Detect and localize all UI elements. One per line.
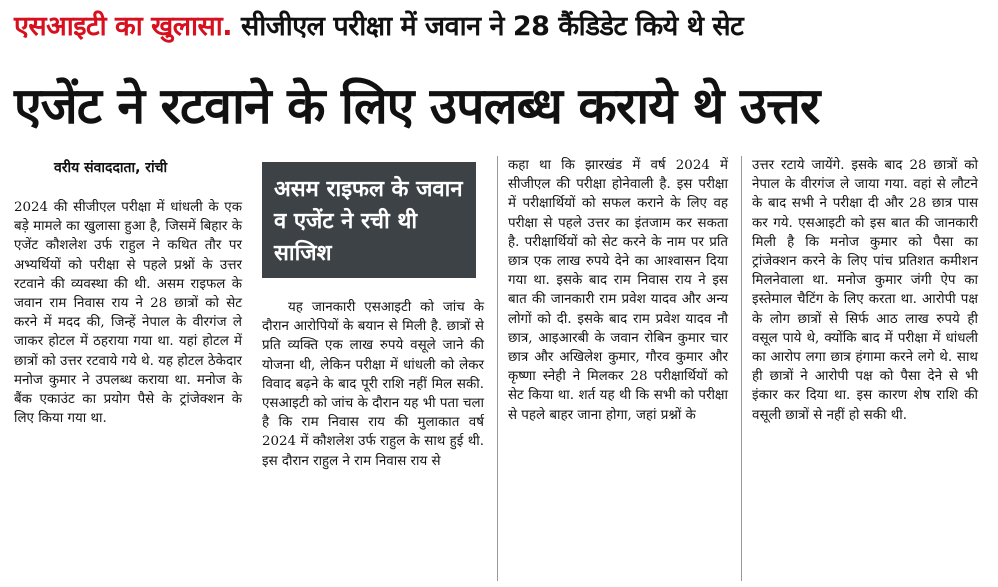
byline: वरीय संवाददाता, रांची xyxy=(54,160,168,176)
article-column-1: 2024 की सीजीएल परीक्षा में धांधली के एक बड़े मामले का खुलासा हुआ है, जिसमें बिहार के एजेंट कौशलेश उर्फ राहुल ने कथित तौर पर अभ्यर्थियों को परीक्षा से पहले प्रश्नों के उत्तर रटवाने की व्यवस्था की थी. असम राइफल के जवान राम निवास राय ने 28 छात्रों को सेट करने में मदद की, जिन्हें नेपाल के वीरगंज ले जाकर होटल में ठहराया गया था. यहां होटल में छात्रों को उत्तर रटवाये गये थे. यह होटल ठेकेदार मनोज कुमार ने उपलब्ध कराया था. मनोज के बैंक एकाउंट का प्रयोग पैसे के ट्रांजेक्शन के लिए किया गया था. xyxy=(14,200,243,427)
column-divider xyxy=(741,156,742,581)
kicker xyxy=(14,6,743,43)
kicker-separator: . xyxy=(222,11,233,42)
kicker-highlight: एसआइटी का खुलासा xyxy=(14,11,223,42)
callout-box: असम राइफल के जवान व एजेंट ने रची थी साजिश xyxy=(262,162,476,278)
article-column-2: यह जानकारी एसआइटी को जांच के दौरान आरोपियों के बयान से मिली है. छात्रों से प्रति व्यक्ति एक लाख रुपये वसूले जाने की योजना थी, लेकिन परीक्षा में धांधली को लेकर विवाद बढ़ने के बाद पूरी राशि नहीं मिल सकी. एसआइटी को जांच के दौरान यह भी पता चला है कि राम निवास राय की मुलाकात वर्ष 2024 में कौशलेश उर्फ राहुल के साथ हुई थी. इस दौरान राहुल ने राम निवास राय से xyxy=(262,300,484,469)
headline: एजेंट ने रटवाने के लिए उपलब्ध कराये थे उत्तर xyxy=(14,77,820,135)
column-divider xyxy=(497,156,498,581)
article-column-4: उत्तर रटाये जायेंगे. इसके बाद 28 छात्रों को नेपाल के वीरगंज ले जाया गया. वहां से लौटने के बाद सभी ने परीक्षा दी और 28 छात्र पास कर गये. एसआइटी को इस बात की जानकारी मिली है कि मनोज कुमार को पैसा का ट्रांजेक्शन करने के लिए पांच प्रतिशत कमीशन मिलनेवाला था. मनोज कुमार जंगी ऐप का इस्तेमाल चैटिंग के लिए करता था. आरोपी पक्ष के लोग छात्रों से सिर्फ आठ लाख रुपये ही वसूल पाये थे, क्योंकि बाद में परीक्षा में धांधली का आरोप लगा छात्र हंगामा करने लगे थे. साथ ही छात्रों ने आरोपी पक्ष को पैसा देने से भी इंकार कर दिया था. इस कारण शेष राशि की वसूली छात्रों से नहीं हो सकी थी. xyxy=(752,158,978,423)
kicker-text: सीजीएल परीक्षा में जवान ने 28 कैंडिडेट किये थे सेट xyxy=(240,11,744,42)
article-column-3: कहा था कि झारखंड में वर्ष 2024 में सीजीएल की परीक्षा होनेवाली है. इस परीक्षा में परीक्षार्थियों को सफल कराने के लिए वह परीक्षा से पहले उत्तर का इंतजाम कर सकता है. परीक्षार्थियों को सेट करने के नाम पर प्रति छात्र एक लाख रुपये देने का आश्वासन दिया गया था. इसके बाद राम निवास राय ने इस बात की जानकारी राम प्रवेश यादव और अन्य लोगों को दी. इसके बाद राम प्रवेश यादव नौ छात्र, आइआरबी के जवान रोबिन कुमार चार छात्र और अखिलेश कुमार, गौरव कुमार और कृष्णा स्नेही ने मिलकर 28 परीक्षार्थियों को सेट किया था. शर्त यह थी कि सभी को परीक्षा से पहले बाहर जाना होगा, जहां प्रश्नों के xyxy=(508,158,728,423)
